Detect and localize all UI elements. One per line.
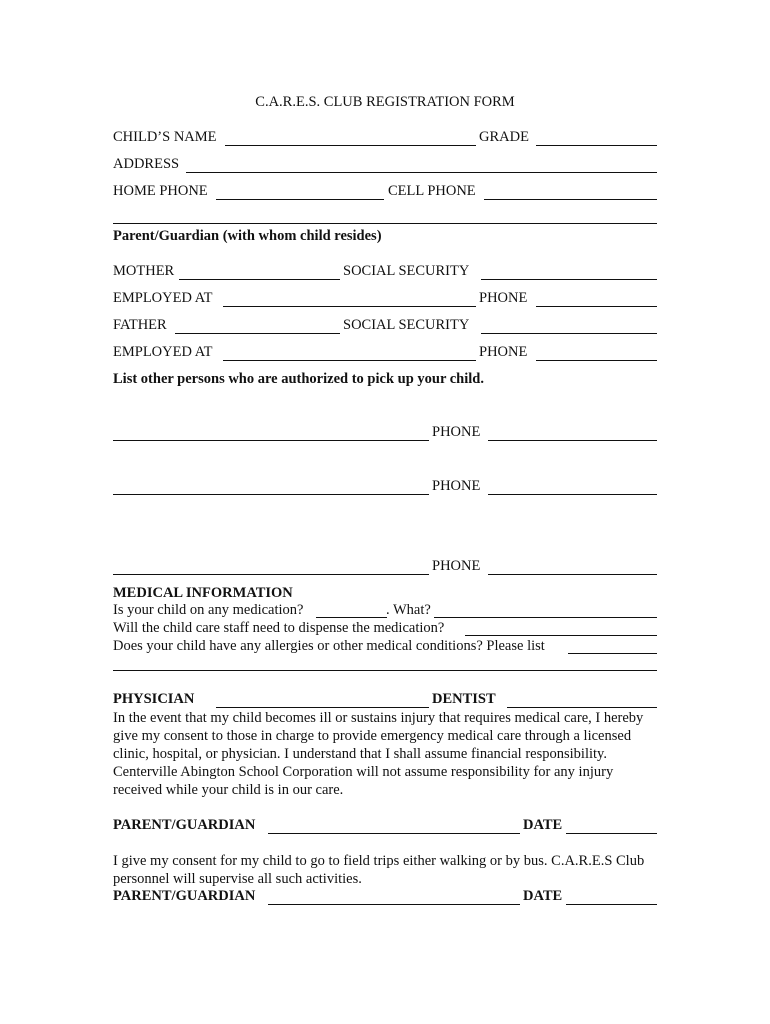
authorized-person-3-field[interactable] <box>113 574 429 575</box>
father-employed-label: EMPLOYED AT <box>113 344 213 360</box>
parent-guardian-signature-2[interactable] <box>268 904 520 905</box>
medical-consent-paragraph: In the event that my child becomes ill or sustains injury that requires medical care, I hereby give my consent to those in charge to provide emergency medical care through a licensed clinic, hospital, or physician. I understand that I shall assume financial responsibility. Centerville Abington School Corporation will not assume responsibility for any injury received while your child is in our care. <box>113 710 644 798</box>
dispense-answer-field[interactable] <box>465 635 657 636</box>
mother-phone-label: PHONE <box>479 290 528 306</box>
authorized-person-2-phone-label: PHONE <box>432 478 481 494</box>
date-field-2[interactable] <box>566 904 657 905</box>
cell-phone-label: CELL PHONE <box>388 183 476 199</box>
separator-line <box>113 223 657 224</box>
mother-employed-label: EMPLOYED AT <box>113 290 213 306</box>
father-label: FATHER <box>113 317 167 333</box>
mother-social-security-label: SOCIAL SECURITY <box>343 263 470 279</box>
page-title: C.A.R.E.S. CLUB REGISTRATION FORM <box>255 94 515 110</box>
child-name-field[interactable] <box>225 145 476 146</box>
father-field[interactable] <box>175 333 340 334</box>
address-field[interactable] <box>186 172 657 173</box>
authorized-person-3-phone-field[interactable] <box>488 574 657 575</box>
guardian-heading: Parent/Guardian (with whom child resides) <box>113 228 382 244</box>
mother-field[interactable] <box>179 279 340 280</box>
cell-phone-field[interactable] <box>484 199 657 200</box>
home-phone-field[interactable] <box>216 199 384 200</box>
mother-employed-field[interactable] <box>223 306 476 307</box>
medical-heading: MEDICAL INFORMATION <box>113 585 293 601</box>
address-label: ADDRESS <box>113 156 180 172</box>
child-name-label: CHILD’S NAME <box>113 129 217 145</box>
parent-guardian-label-1: PARENT/GUARDIAN <box>113 817 256 833</box>
authorized-person-2-phone-field[interactable] <box>488 494 657 495</box>
grade-field[interactable] <box>536 145 657 146</box>
what-label: . What? <box>386 602 431 618</box>
field-trip-consent-paragraph: I give my consent for my child to go to field trips either walking or by bus. C.A.R.E.S Club personnel will supervise all such activities. <box>113 853 645 887</box>
dentist-label: DENTIST <box>432 691 496 707</box>
authorized-person-1-field[interactable] <box>113 440 429 441</box>
parent-guardian-label-2: PARENT/GUARDIAN <box>113 888 256 904</box>
authorized-heading: List other persons who are authorized to pick up your child. <box>113 371 484 387</box>
authorized-person-1-phone-label: PHONE <box>432 424 481 440</box>
grade-label: GRADE <box>479 129 529 145</box>
allergies-answer-field[interactable] <box>568 653 657 654</box>
allergies-continuation-field[interactable] <box>113 670 657 671</box>
dispense-question: Will the child care staff need to dispense the medication? <box>113 620 445 636</box>
date-label-2: DATE <box>523 888 563 904</box>
parent-guardian-signature-1[interactable] <box>268 833 520 834</box>
medication-question: Is your child on any medication? <box>113 602 304 618</box>
physician-field[interactable] <box>216 707 429 708</box>
mother-label: MOTHER <box>113 263 175 279</box>
medication-answer-field[interactable] <box>316 617 387 618</box>
medication-what-field[interactable] <box>434 617 657 618</box>
authorized-person-3-phone-label: PHONE <box>432 558 481 574</box>
mother-phone-field[interactable] <box>536 306 657 307</box>
date-field-1[interactable] <box>566 833 657 834</box>
father-phone-label: PHONE <box>479 344 528 360</box>
mother-social-security-field[interactable] <box>481 279 657 280</box>
allergies-question: Does your child have any allergies or other medical conditions? Please list <box>113 638 545 654</box>
father-employed-field[interactable] <box>223 360 476 361</box>
father-phone-field[interactable] <box>536 360 657 361</box>
date-label-1: DATE <box>523 817 563 833</box>
authorized-person-1-phone-field[interactable] <box>488 440 657 441</box>
authorized-person-2-field[interactable] <box>113 494 429 495</box>
father-social-security-label: SOCIAL SECURITY <box>343 317 470 333</box>
dentist-field[interactable] <box>507 707 657 708</box>
physician-label: PHYSICIAN <box>113 691 195 707</box>
home-phone-label: HOME PHONE <box>113 183 208 199</box>
father-social-security-field[interactable] <box>481 333 657 334</box>
